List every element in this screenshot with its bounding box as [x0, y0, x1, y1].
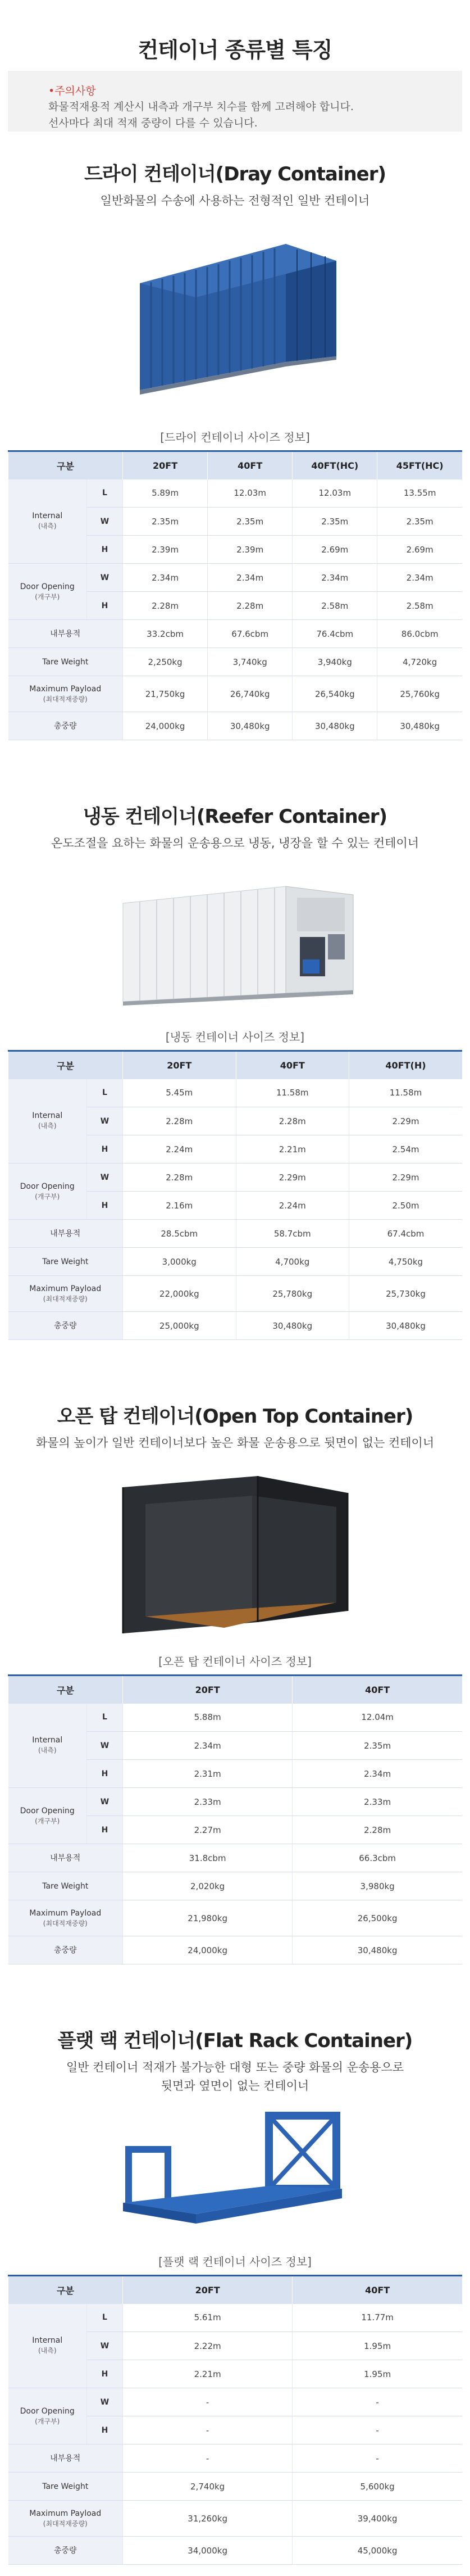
- table-cell: 25,730kg: [349, 1276, 462, 1312]
- table-cell: 3,980kg: [293, 1872, 462, 1900]
- row-label-internal: Internal (내측): [8, 1704, 87, 1788]
- table-cell: 2.28m: [123, 592, 208, 620]
- row-sublabel: H: [87, 1816, 123, 1844]
- table-cell: 12.03m: [208, 479, 293, 508]
- row-sublabel: W: [87, 1107, 123, 1135]
- row-sublabel: W: [87, 1163, 123, 1192]
- table-header-row: [8, 1676, 463, 1704]
- table-row: [8, 648, 463, 676]
- table-caption: [플랫 랙 컨테이너 사이즈 정보]: [158, 2255, 312, 2269]
- table-cell: 2.29m: [236, 1163, 349, 1192]
- table-cell: 24,000kg: [123, 712, 208, 740]
- table-cell: 86.0cbm: [377, 620, 462, 648]
- column-header: 40FT: [293, 2276, 462, 2304]
- column-header: 40FT: [293, 1676, 462, 1704]
- table-cell: 2.58m: [293, 592, 377, 620]
- table-row: [8, 1900, 463, 1936]
- table-cell: 25,780kg: [236, 1276, 349, 1312]
- row-label: Maximum Payload (최대적재중량): [8, 676, 123, 712]
- row-sublabel: H: [87, 1135, 123, 1163]
- table-row: [8, 1220, 463, 1248]
- row-sublabel: W: [87, 2388, 123, 2416]
- table-row: [8, 1844, 463, 1872]
- table-cell: 2.22m: [123, 2332, 293, 2360]
- table-cell: 5.89m: [123, 479, 208, 508]
- table-cell: 5.61m: [123, 2304, 293, 2332]
- table-cell: 2.58m: [377, 592, 462, 620]
- table-cell: -: [123, 2388, 293, 2416]
- table-cell: 2.34m: [208, 564, 293, 592]
- row-label-door: Door Opening (개구부): [8, 1163, 87, 1220]
- table-cell: 2.29m: [349, 1163, 462, 1192]
- flat-rack-container-image: [106, 2104, 364, 2239]
- reefer-container-image: [106, 864, 364, 1016]
- table-cell: 2.28m: [123, 1107, 236, 1135]
- table-cell: 4,720kg: [377, 648, 462, 676]
- table-row: [8, 1872, 463, 1900]
- table-caption: [냉동 컨테이너 사이즈 정보]: [165, 1030, 305, 1044]
- table-cell: 66.3cbm: [293, 1844, 462, 1872]
- column-header: 20FT: [123, 451, 208, 479]
- column-header: 40FT: [208, 451, 293, 479]
- row-label: 내부용적: [8, 1220, 123, 1248]
- table-row: [8, 1248, 463, 1276]
- column-header: 40FT: [236, 1051, 349, 1079]
- row-label-internal: Internal (내측): [8, 479, 87, 564]
- row-label-door: Door Opening (개구부): [8, 2388, 87, 2444]
- table-cell: 5.88m: [123, 1704, 293, 1732]
- row-label: 총중량: [8, 1312, 123, 1340]
- row-label: 총중량: [8, 2537, 123, 2565]
- table-cell: 2.27m: [123, 1816, 293, 1844]
- table-cell: 2.35m: [123, 508, 208, 536]
- table-cell: 11.58m: [236, 1079, 349, 1107]
- table-cell: 22,000kg: [123, 1276, 236, 1312]
- table-cell: -: [293, 2388, 462, 2416]
- table-cell: 34,000kg: [123, 2537, 293, 2565]
- table-cell: 30,480kg: [208, 712, 293, 740]
- column-header: 구분: [8, 1676, 123, 1704]
- table-cell: 2.69m: [377, 536, 462, 564]
- section-description: 일반화물의 수송에 사용하는 전형적인 일반 컨테이너: [100, 194, 370, 207]
- row-label: Maximum Payload (최대적재중량): [8, 1276, 123, 1312]
- notice-heading: •주의사항: [48, 85, 96, 97]
- table-cell: 12.04m: [293, 1704, 462, 1732]
- table-cell: 2.34m: [123, 1732, 293, 1760]
- column-header: 40FT(H): [349, 1051, 462, 1079]
- open-top-container-image: [112, 1465, 359, 1639]
- table-row: [8, 1312, 463, 1340]
- row-sublabel: H: [87, 1760, 123, 1788]
- notice-line: 화물적재용적 계산시 내측과 개구부 치수를 함께 고려해야 합니다.: [48, 101, 354, 113]
- section-description: 온도조절을 요하는 화물의 운송용으로 냉동, 냉장을 할 수 있는 컨테이너: [51, 836, 419, 850]
- table-cell: 5.45m: [123, 1079, 236, 1107]
- row-sublabel: L: [87, 1704, 123, 1732]
- column-header: 20FT: [123, 2276, 293, 2304]
- table-cell: 12.03m: [293, 479, 377, 508]
- flat-rack-spec-table: [8, 2275, 462, 2565]
- row-sublabel: L: [87, 2304, 123, 2332]
- row-label: Tare Weight: [8, 2473, 123, 2501]
- row-label: 내부용적: [8, 1844, 123, 1872]
- row-sublabel: W: [87, 2332, 123, 2360]
- table-cell: 3,940kg: [293, 648, 377, 676]
- row-label: Tare Weight: [8, 648, 123, 676]
- table-cell: 2,740kg: [123, 2473, 293, 2501]
- column-header: 20FT: [123, 1676, 293, 1704]
- row-sublabel: W: [87, 508, 123, 536]
- row-sublabel: H: [87, 536, 123, 564]
- section-description: 뒷면과 옆면이 없는 컨테이너: [161, 2079, 309, 2093]
- table-cell: 2.33m: [293, 1788, 462, 1816]
- row-sublabel: H: [87, 2360, 123, 2388]
- table-cell: 2.34m: [293, 564, 377, 592]
- table-cell: 2,250kg: [123, 648, 208, 676]
- table-row: [8, 2388, 463, 2416]
- table-cell: 2.28m: [123, 1163, 236, 1192]
- table-cell: 67.4cbm: [349, 1220, 462, 1248]
- row-sublabel: H: [87, 1192, 123, 1220]
- table-header-row: [8, 1051, 463, 1079]
- table-caption: [드라이 컨테이너 사이즈 정보]: [160, 431, 310, 444]
- row-label: Tare Weight: [8, 1248, 123, 1276]
- column-header: 구분: [8, 1051, 123, 1079]
- table-cell: 21,980kg: [123, 1900, 293, 1936]
- row-sublabel: H: [87, 592, 123, 620]
- section-description: 화물의 높이가 일반 컨테이너보다 높은 화물 운송용으로 뒷면이 없는 컨테이너: [35, 1436, 435, 1450]
- table-cell: 3,740kg: [208, 648, 293, 676]
- table-row: [8, 2537, 463, 2565]
- table-cell: 3,000kg: [123, 1248, 236, 1276]
- column-header: 45FT(HC): [377, 451, 462, 479]
- table-row: [8, 712, 463, 740]
- table-cell: 2.35m: [377, 508, 462, 536]
- table-caption: [오픈 탑 컨테이너 사이즈 정보]: [158, 1655, 312, 1668]
- table-cell: 2.21m: [123, 2360, 293, 2388]
- table-cell: 31,260kg: [123, 2501, 293, 2537]
- row-label: 총중량: [8, 1936, 123, 1964]
- table-cell: 30,480kg: [293, 712, 377, 740]
- table-row: [8, 1788, 463, 1816]
- table-cell: 1.95m: [293, 2360, 462, 2388]
- column-header: 구분: [8, 451, 123, 479]
- table-cell: 2.34m: [377, 564, 462, 592]
- table-cell: -: [293, 2444, 462, 2473]
- table-row: [8, 1704, 463, 1732]
- section-title: 플랫 랙 컨테이너(Flat Rack Container): [57, 2030, 413, 2052]
- table-cell: 5,600kg: [293, 2473, 462, 2501]
- table-cell: 76.4cbm: [293, 620, 377, 648]
- table-cell: 11.58m: [349, 1079, 462, 1107]
- row-sublabel: L: [87, 1079, 123, 1107]
- row-label: Maximum Payload (최대적재중량): [8, 1900, 123, 1936]
- section-title: 드라이 컨테이너(Dray Container): [84, 163, 386, 185]
- row-sublabel: W: [87, 1732, 123, 1760]
- table-row: [8, 2444, 463, 2473]
- table-row: [8, 676, 463, 712]
- section-open-top-container: [8, 1401, 462, 1964]
- column-header: 20FT: [123, 1051, 236, 1079]
- section-dry-container: [8, 159, 462, 740]
- section-description: 일반 컨테이너 적재가 불가능한 대형 또는 중량 화물의 운송용으로: [66, 2061, 404, 2074]
- table-cell: 2.35m: [293, 508, 377, 536]
- column-header: 40FT(HC): [293, 451, 377, 479]
- table-cell: 2.28m: [236, 1107, 349, 1135]
- table-row: [8, 2304, 463, 2332]
- row-sublabel: W: [87, 1788, 123, 1816]
- table-cell: 26,540kg: [293, 676, 377, 712]
- row-label: Maximum Payload (최대적재중량): [8, 2501, 123, 2537]
- row-label-door: Door Opening (개구부): [8, 564, 87, 620]
- table-cell: 2.69m: [293, 536, 377, 564]
- table-row: [8, 2473, 463, 2501]
- table-cell: 2.21m: [236, 1135, 349, 1163]
- table-cell: -: [293, 2416, 462, 2444]
- table-row: [8, 479, 463, 508]
- row-label: 총중량: [8, 712, 123, 740]
- table-row: [8, 620, 463, 648]
- table-cell: 25,000kg: [123, 1312, 236, 1340]
- table-cell: 2.50m: [349, 1192, 462, 1220]
- table-cell: 28.5cbm: [123, 1220, 236, 1248]
- table-cell: 2.28m: [293, 1816, 462, 1844]
- section-title: 오픈 탑 컨테이너(Open Top Container): [57, 1405, 413, 1428]
- table-cell: 2,020kg: [123, 1872, 293, 1900]
- table-cell: 1.95m: [293, 2332, 462, 2360]
- row-label: 내부용적: [8, 2444, 123, 2473]
- table-cell: 2.16m: [123, 1192, 236, 1220]
- table-row: [8, 1163, 463, 1192]
- row-label: 내부용적: [8, 620, 123, 648]
- table-cell: 2.33m: [123, 1788, 293, 1816]
- table-cell: 2.39m: [123, 536, 208, 564]
- column-header: 구분: [8, 2276, 123, 2304]
- table-cell: 2.31m: [123, 1760, 293, 1788]
- table-cell: 2.35m: [208, 508, 293, 536]
- section-flat-rack-container: [8, 2025, 462, 2565]
- table-cell: 2.35m: [293, 1732, 462, 1760]
- table-cell: 67.6cbm: [208, 620, 293, 648]
- table-row: [8, 1079, 463, 1107]
- table-cell: 2.34m: [123, 564, 208, 592]
- row-label-door: Door Opening (개구부): [8, 1788, 87, 1844]
- table-row: [8, 1936, 463, 1964]
- reefer-spec-table: [8, 1050, 462, 1340]
- table-cell: 2.54m: [349, 1135, 462, 1163]
- table-cell: 2.24m: [236, 1192, 349, 1220]
- row-label-internal: Internal (내측): [8, 2304, 87, 2388]
- table-header-row: [8, 451, 463, 479]
- row-sublabel: H: [87, 2416, 123, 2444]
- table-row: [8, 2501, 463, 2537]
- table-cell: 4,750kg: [349, 1248, 462, 1276]
- table-cell: 4,700kg: [236, 1248, 349, 1276]
- table-cell: 31.8cbm: [123, 1844, 293, 1872]
- table-header-row: [8, 2276, 463, 2304]
- table-cell: 11.77m: [293, 2304, 462, 2332]
- table-cell: -: [123, 2444, 293, 2473]
- table-cell: 58.7cbm: [236, 1220, 349, 1248]
- table-cell: 2.29m: [349, 1107, 462, 1135]
- dry-spec-table: [8, 450, 462, 740]
- page-title: 컨테이너 종류별 특징: [138, 38, 332, 62]
- section-title: 냉동 컨테이너(Reefer Container): [83, 805, 387, 828]
- row-sublabel: W: [87, 564, 123, 592]
- table-cell: 2.28m: [208, 592, 293, 620]
- table-cell: -: [123, 2416, 293, 2444]
- section-reefer-container: [8, 801, 462, 1340]
- table-cell: 30,480kg: [236, 1312, 349, 1340]
- table-cell: 25,760kg: [377, 676, 462, 712]
- row-label: Tare Weight: [8, 1872, 123, 1900]
- dry-container-image: [117, 221, 353, 413]
- open-top-spec-table: [8, 1674, 462, 1964]
- table-cell: 45,000kg: [293, 2537, 462, 2565]
- table-cell: 24,000kg: [123, 1936, 293, 1964]
- table-row: [8, 1276, 463, 1312]
- notice-box: [8, 71, 462, 132]
- table-row: [8, 564, 463, 592]
- table-cell: 30,480kg: [377, 712, 462, 740]
- table-cell: 30,480kg: [293, 1936, 462, 1964]
- table-cell: 39,400kg: [293, 2501, 462, 2537]
- table-cell: 2.34m: [293, 1760, 462, 1788]
- notice-line: 선사마다 최대 적재 중량이 다를 수 있습니다.: [48, 117, 258, 129]
- table-cell: 2.39m: [208, 536, 293, 564]
- table-cell: 21,750kg: [123, 676, 208, 712]
- table-cell: 26,740kg: [208, 676, 293, 712]
- table-cell: 26,500kg: [293, 1900, 462, 1936]
- table-cell: 13.55m: [377, 479, 462, 508]
- row-sublabel: L: [87, 479, 123, 508]
- table-cell: 2.24m: [123, 1135, 236, 1163]
- row-label-internal: Internal (내측): [8, 1079, 87, 1163]
- table-cell: 30,480kg: [349, 1312, 462, 1340]
- table-cell: 33.2cbm: [123, 620, 208, 648]
